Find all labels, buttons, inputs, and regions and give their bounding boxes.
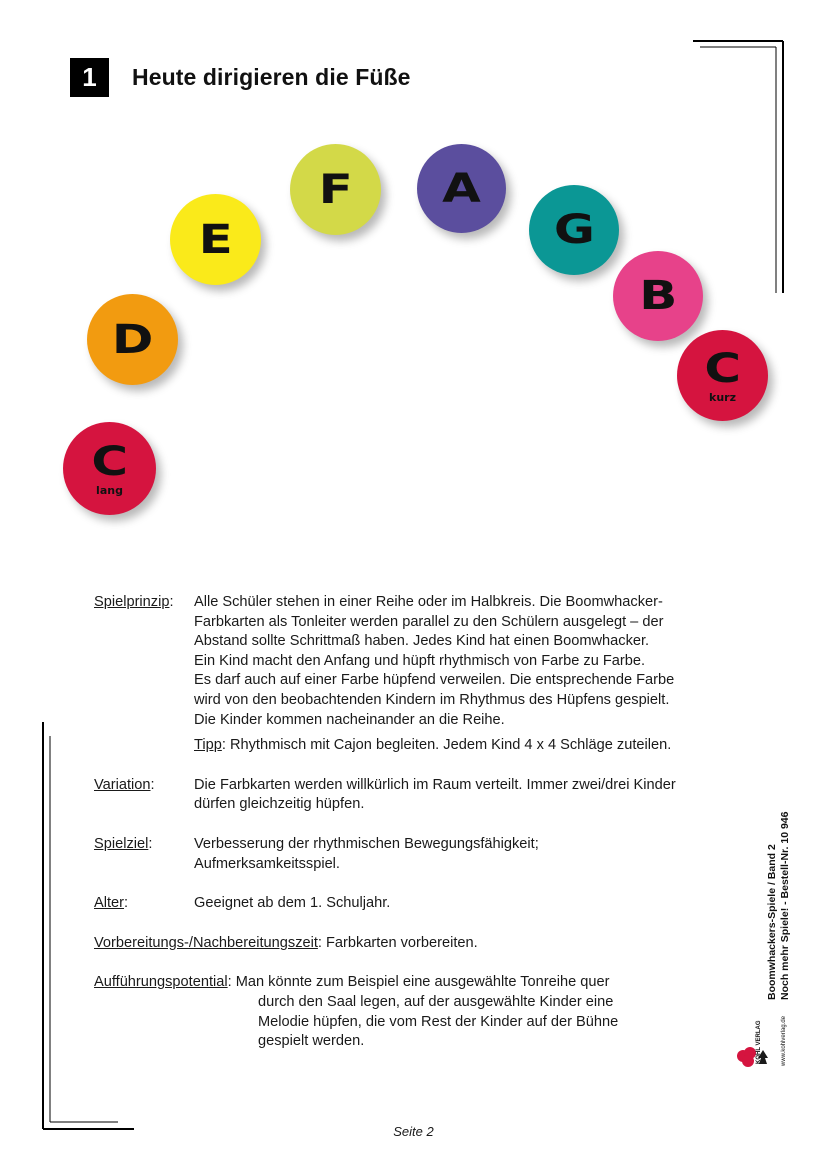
tipp-text: Rhythmisch mit Cajon begleiten. Jedem Kind 4 x 4 Schläge zuteilen. <box>229 737 672 754</box>
note-letter: G <box>553 207 595 253</box>
note-circle-g <box>529 185 619 275</box>
section-auffuehrung: Aufführungspotential: Man könnte zum Beispiel eine ausgewählte Tonreihe quer durch den Saal legen, auf der ausgewählte Kinder eine Melodie hüpfen, die vom Rest der Kinder auf der Bühne gespielt werden. <box>94 973 764 1051</box>
text-line: Melodie hüpfen, die vom Rest der Kinder auf der Bühne <box>258 1013 619 1030</box>
publisher-logo-icon <box>736 1044 758 1070</box>
alter-text: Geeignet ab dem 1. Schuljahr. <box>194 895 391 912</box>
label-tipp: Tipp <box>194 737 222 754</box>
text-line: wird von den beobachtenden Kindern im Rhythmus des Hüpfens gespielt. <box>194 691 670 708</box>
section-vorbereitung: Vorbereitungs-/Nachbereitungszeit: Farbkarten vorbereiten. <box>94 934 478 951</box>
text-line: Abstand sollte Schrittmaß haben. Jedes Kind hat einen Boomwhacker. <box>194 633 650 650</box>
chapter-number: 1 <box>70 58 109 97</box>
side-order-number: Noch mehr Spiele! - Bestell-Nr. 10 946 <box>779 811 791 1000</box>
note-letter: C <box>91 438 128 485</box>
note-letter: B <box>638 273 678 319</box>
text-line: Die Farbkarten werden willkürlich im Raum verteilt. Immer zwei/drei Kinder <box>194 776 676 793</box>
note-letter: D <box>111 316 154 363</box>
note-letter: C <box>704 345 741 392</box>
note-circle-b <box>613 251 703 341</box>
note-letter: A <box>442 165 481 212</box>
text-line: Ein Kind macht den Anfang und hüpft rhythmisch von Farbe zu Farbe. <box>194 652 646 669</box>
text-line: dürfen gleichzeitig hüpfen. <box>194 796 365 813</box>
text-line: gespielt werden. <box>258 1033 365 1050</box>
note-circle-c-lang <box>63 422 156 515</box>
label-auffuehrung: Aufführungspotential <box>94 974 228 991</box>
label-vorbereitung: Vorbereitungs-/Nachbereitungszeit <box>94 934 318 951</box>
section-variation: Variation: Die Farbkarten werden willkürlich im Raum verteilt. Immer zwei/drei Kinder dürfen gleichzeitig hüpfen. <box>94 776 764 815</box>
label-variation: Variation <box>94 776 151 793</box>
text-line: Die Kinder kommen nacheinander an die Reihe. <box>194 711 505 728</box>
label-alter: Alter <box>94 895 125 912</box>
note-circle-c-kurz <box>677 330 768 421</box>
spielprinzip-text <box>194 593 764 756</box>
section-alter: Alter: Geeignet ab dem 1. Schuljahr. <box>94 894 764 914</box>
text-line: Aufmerksamkeitsspiel. <box>194 855 340 872</box>
note-circle-d <box>87 294 178 385</box>
note-sub: lang <box>96 483 123 497</box>
publisher-url: www.kohlverlag.de <box>781 1015 787 1066</box>
corner-frame-top-right <box>690 38 786 298</box>
game-description <box>94 593 764 1052</box>
note-circle-e <box>170 194 261 285</box>
note-circle-f <box>290 144 381 235</box>
publisher-name: KOHL VERLAG <box>756 1020 762 1064</box>
label-spielprinzip: Spielprinzip <box>94 594 170 610</box>
auffuehrung-first-line: Man könnte zum Beispiel eine ausgewählte Tonreihe quer <box>235 974 610 991</box>
text-line: Alle Schüler stehen in einer Reihe oder im Halbkreis. Die Boomwhacker- <box>194 594 663 610</box>
page-title: Heute dirigieren die Füße <box>132 64 411 90</box>
text-line: durch den Saal legen, auf der ausgewählte Kinder eine <box>258 993 614 1010</box>
side-series-title: Boomwhackers-Spiele / Band 2 <box>766 844 778 1000</box>
tipp-line: Tipp: Rhythmisch mit Cajon begleiten. Jedem Kind 4 x 4 Schläge zuteilen. <box>194 737 672 754</box>
note-sub: kurz <box>709 390 736 404</box>
page-number: Seite 2 <box>393 1124 434 1139</box>
vorbereitung-text: Farbkarten vorbereiten. <box>326 934 478 951</box>
label-spielziel: Spielziel <box>94 835 149 852</box>
section-spielprinzip: Spielprinzip: Alle Schüler stehen in einer Reihe oder im Halbkreis. Die Boomwhacker- Farbkarten als Tonleiter werden parallel zu den Schülern ausgelegt – der Abstand sollte Schrittmaß haben. Jedes Kind hat einen Boomwhacker. Ein Kind macht den Anfang und hüpft rhythmisch von Farbe zu Farbe. Es darf auch auf einer Farbe hüpfend verweilen. Die entsprechende Farbe wird von den beobachtenden Kindern im Rhythmus des Hüpfens gespielt. Die Kinder kommen nacheinander an die Reihe. Tipp: Rhythmisch mit Cajon begleiten. Jedem Kind 4 x 4 Schläge zuteilen. <box>94 593 764 756</box>
note-letter: F <box>318 166 353 213</box>
section-spielziel: Spielziel: Verbesserung der rhythmischen Bewegungsfähigkeit; Aufmerksamkeitsspiel. <box>94 835 764 874</box>
text-line: Es darf auch auf einer Farbe hüpfend verweilen. Die entsprechende Farbe <box>194 672 675 689</box>
note-letter: E <box>198 216 233 263</box>
text-line: Verbesserung der rhythmischen Bewegungsfähigkeit; <box>194 835 539 852</box>
text-line: Farbkarten als Tonleiter werden parallel zu den Schülern ausgelegt – der <box>194 613 664 630</box>
note-circle-a <box>417 144 506 233</box>
